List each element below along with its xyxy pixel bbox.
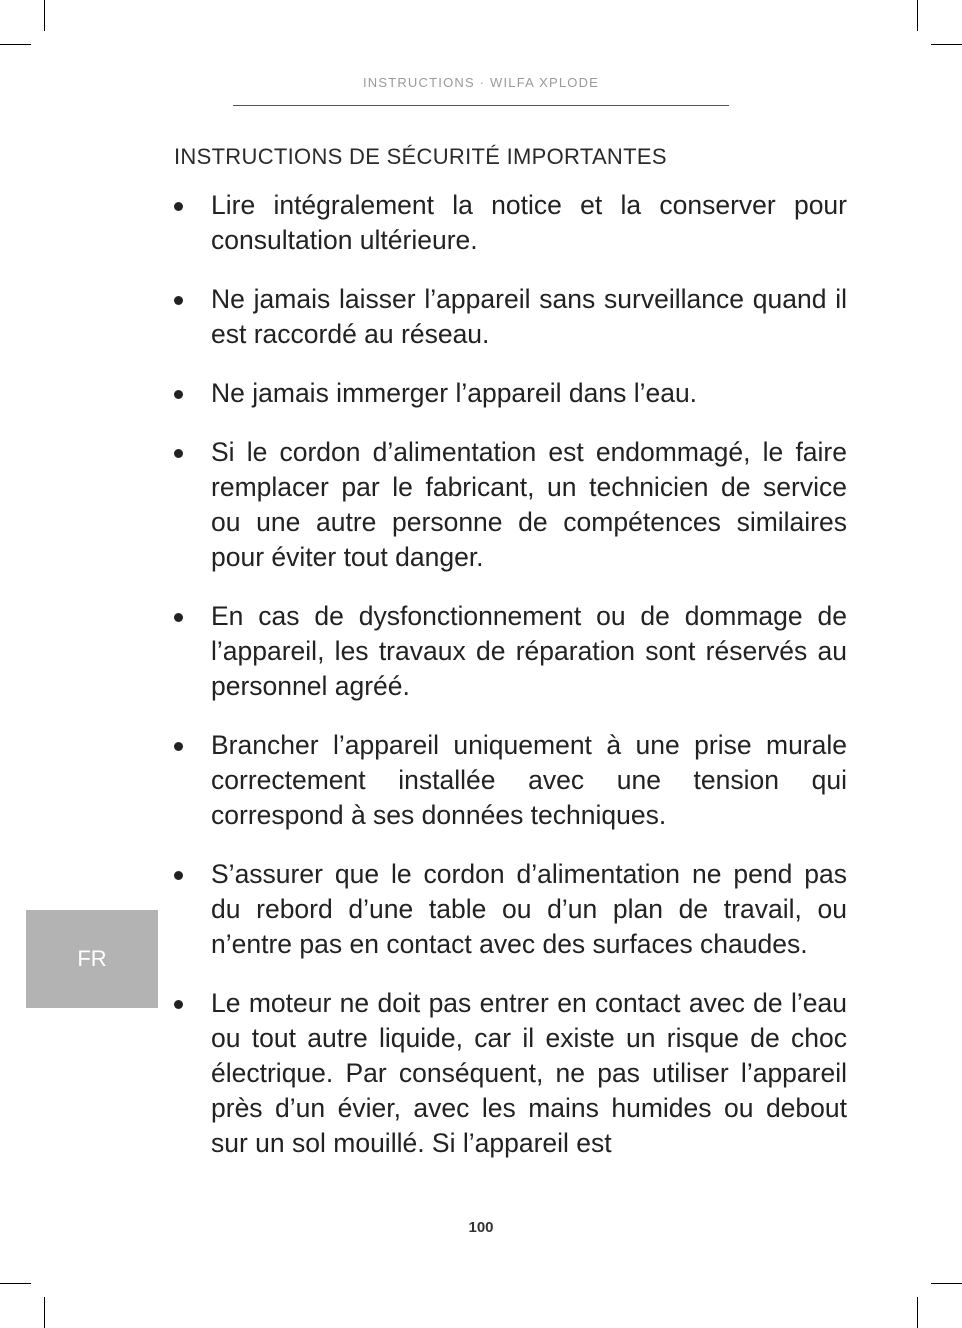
bullet-icon <box>174 742 183 751</box>
bullet-icon <box>174 390 183 399</box>
list-item <box>172 599 847 704</box>
list-item-text: S’assurer que le cordon d’alimentation ne pend pas du rebord d’une table ou d’un plan de travail, ou n’entre pas en contact avec des surfaces chaudes. <box>211 859 847 959</box>
crop-mark <box>931 44 962 45</box>
running-header: INSTRUCTIONS · WILFA XPLODE <box>362 75 600 90</box>
bullet-icon <box>174 1000 183 1009</box>
list-item <box>172 188 847 258</box>
language-tab: FR <box>26 910 158 1008</box>
list-item-text: Le moteur ne doit pas entrer en contact avec de l’eau ou tout autre liquide, car il existe un risque de choc électrique. Par conséquent, ne pas utiliser l’appareil près d’un évier, avec les mains humides ou debout sur un sol mouillé. Si l’appareil est <box>211 988 847 1158</box>
crop-mark <box>931 1283 962 1284</box>
crop-mark <box>44 0 45 31</box>
safety-instructions-list <box>172 188 847 1185</box>
list-item <box>172 282 847 352</box>
list-item <box>172 986 847 1161</box>
crop-mark <box>0 1283 31 1284</box>
page-number: 100 <box>468 1219 494 1236</box>
crop-mark <box>44 1297 45 1328</box>
bullet-icon <box>174 296 183 305</box>
bullet-icon <box>174 449 183 458</box>
list-item <box>172 376 847 411</box>
bullet-icon <box>174 613 183 622</box>
list-item-text: En cas de dysfonctionnement ou de dommage de l’appareil, les travaux de réparation sont réservés au personnel agréé. <box>211 601 847 701</box>
list-item <box>172 857 847 962</box>
list-item <box>172 435 847 575</box>
list-item <box>172 728 847 833</box>
list-item-text: Brancher l’appareil uniquement à une prise murale correctement installée avec une tension qui correspond à ses données techniques. <box>211 730 847 830</box>
crop-mark <box>917 0 918 31</box>
list-item-text: Ne jamais laisser l’appareil sans surveillance quand il est raccordé au réseau. <box>211 284 847 349</box>
bullet-icon <box>174 202 183 211</box>
list-item-text: Lire intégralement la notice et la conserver pour consultation ultérieure. <box>211 190 847 255</box>
section-title: INSTRUCTIONS DE SÉCURITÉ IMPORTANTES <box>174 144 667 169</box>
crop-mark <box>0 44 31 45</box>
list-item-text: Si le cordon d’alimentation est endommagé, le faire remplacer par le fabricant, un technicien de service ou une autre personne de compétences similaires pour éviter tout danger. <box>211 437 847 572</box>
bullet-icon <box>174 871 183 880</box>
list-item-text: Ne jamais immerger l’appareil dans l’eau. <box>211 378 698 408</box>
crop-mark <box>917 1297 918 1328</box>
header-divider <box>233 105 729 106</box>
